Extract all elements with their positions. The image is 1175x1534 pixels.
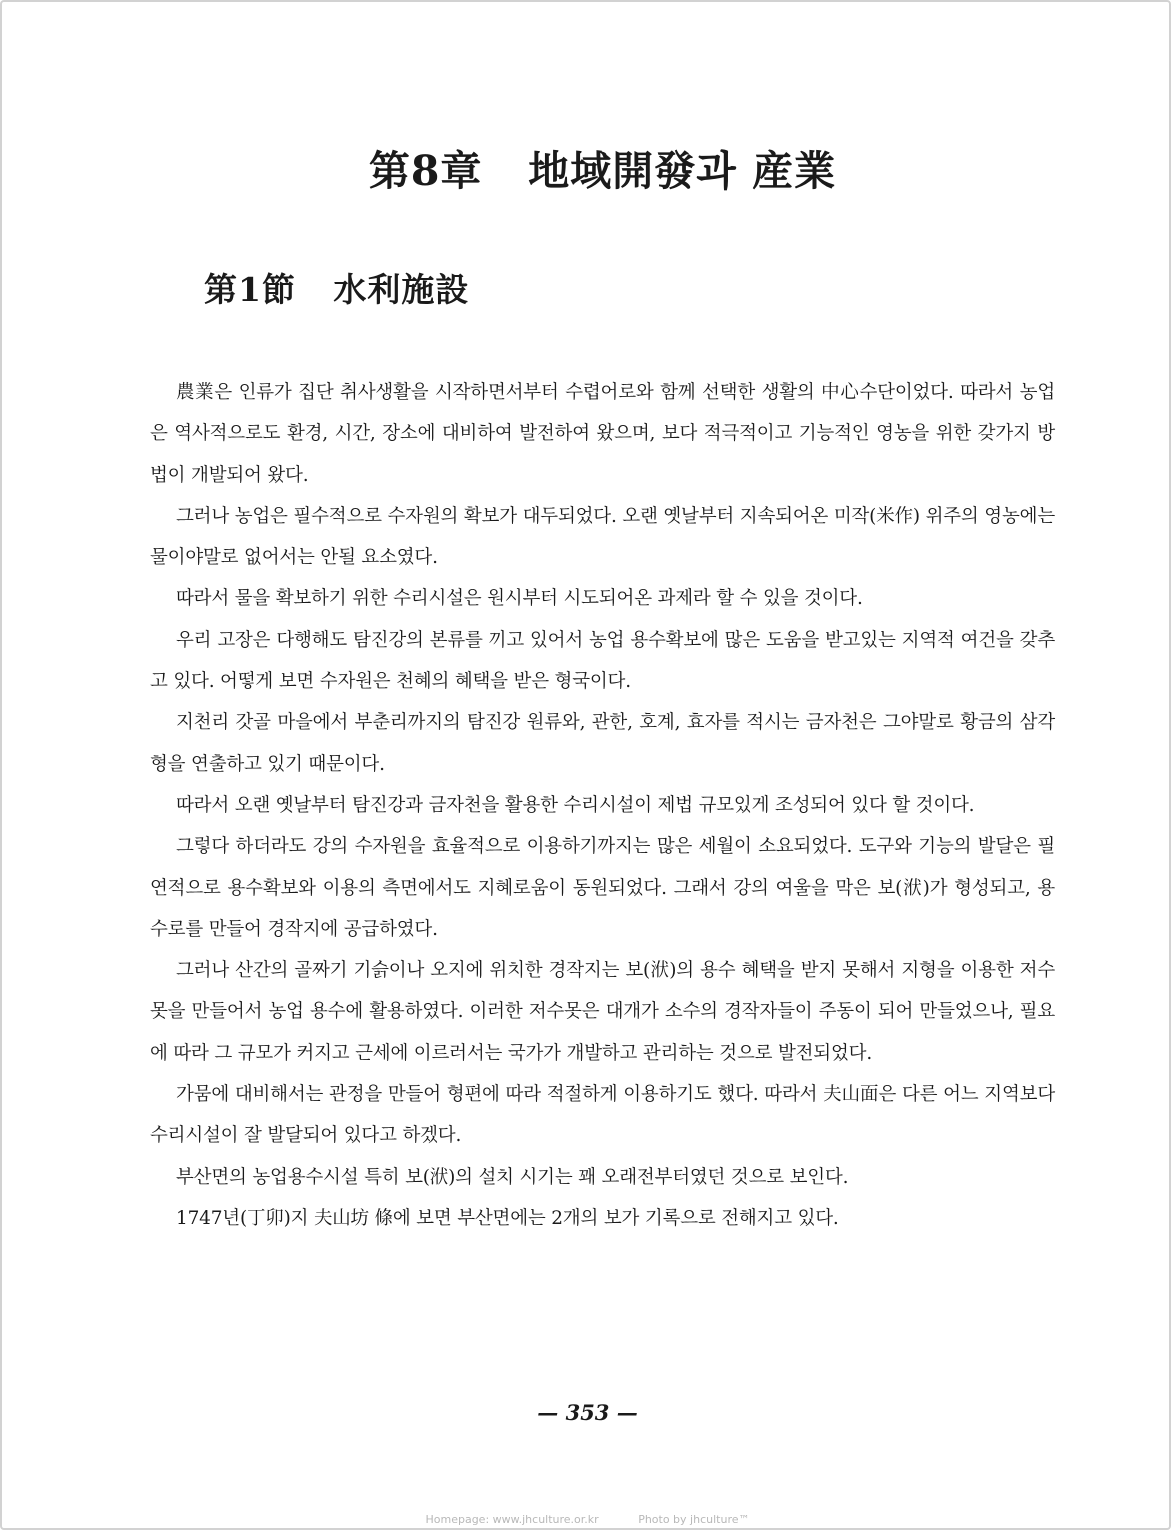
paragraph-5: 지천리 갓골 마을에서 부춘리까지의 탐진강 원류와, 관한, 호계, 효자를 적시는 금자천은 그야말로 황금의 삼각형을 연출하고 있기 때문이다. [150, 712, 1055, 775]
body-text [150, 372, 1055, 1239]
paragraph-1: 農業은 인류가 집단 취사생활을 시작하면서부터 수렵어로와 함께 선택한 생활의 中心수단이었다. 따라서 농업은 역사적으로도 환경, 시간, 장소에 대비하여 발전하여 왔으며, 보다 적극적이고 기능적인 영농을 위한 갖가지 방법이 개발되어 왔다. [150, 382, 1055, 486]
footer [0, 1513, 1175, 1526]
paragraph-7: 그렇다 하더라도 강의 수자원을 효율적으로 이용하기까지는 많은 세월이 소요되었다. 도구와 기능의 발달은 필연적으로 용수확보와 이용의 측면에서도 지혜로움이 동원되었다. 그래서 강의 여울을 막은 보(洑)가 형성되고, 용수로를 만들어 경작지에 공급하였다. [150, 836, 1055, 940]
paragraph-10: 부산면의 농업용수시설 특히 보(洑)의 설치 시기는 꽤 오래전부터였던 것으로 보인다. [176, 1166, 849, 1188]
paragraph-8: 그러나 산간의 골짜기 기슭이나 오지에 위치한 경작지는 보(洑)의 용수 혜택을 받지 못해서 지형을 이용한 저수못을 만들어서 농업 용수에 활용하였다. 이러한 저수못은 대개가 소수의 경작자들이 주동이 되어 만들었으나, 필요에 따라 그 규모가 커지고 근세에 이르러서는 국가가 개발하고 관리하는 것으로 발전되었다. [150, 960, 1055, 1064]
page-number: — 353 — [537, 1400, 638, 1425]
section-title: 第1節 水利施設 [204, 270, 470, 309]
paragraph-3: 따라서 물을 확보하기 위한 수리시설은 원시부터 시도되어온 과제라 할 수 있을 것이다. [176, 588, 863, 610]
chapter-title: 第8章 地域開發과 産業 [368, 147, 837, 195]
paragraph-9: 가뭄에 대비해서는 관정을 만들어 형편에 따라 적절하게 이용하기도 했다. 따라서 夫山面은 다른 어느 지역보다 수리시설이 잘 발달되어 있다고 하겠다. [150, 1084, 1055, 1147]
paragraph-11: 1747년(丁卯)지 夫山坊 條에 보면 부산면에는 2개의 보가 기록으로 전해지고 있다. [176, 1207, 839, 1229]
paragraph-4: 우리 고장은 다행해도 탐진강의 본류를 끼고 있어서 농업 용수확보에 많은 도움을 받고있는 지역적 여건을 갖추고 있다. 어떻게 보면 수자원은 천혜의 혜택을 받은 형국이다. [150, 629, 1055, 693]
footer-homepage: Homepage: www.jhculture.or.kr [425, 1513, 599, 1526]
paragraph-2: 그러나 농업은 필수적으로 수자원의 확보가 대두되었다. 오랜 옛날부터 지속되어온 미작(米作) 위주의 영농에는 물이야말로 없어서는 안될 요소였다. [150, 505, 1055, 569]
footer-photo-credit: Photo by jhculture™ [638, 1513, 750, 1526]
paragraph-6: 따라서 오랜 옛날부터 탐진강과 금자천을 활용한 수리시설이 제법 규모있게 조성되어 있다 할 것이다. [176, 794, 975, 816]
